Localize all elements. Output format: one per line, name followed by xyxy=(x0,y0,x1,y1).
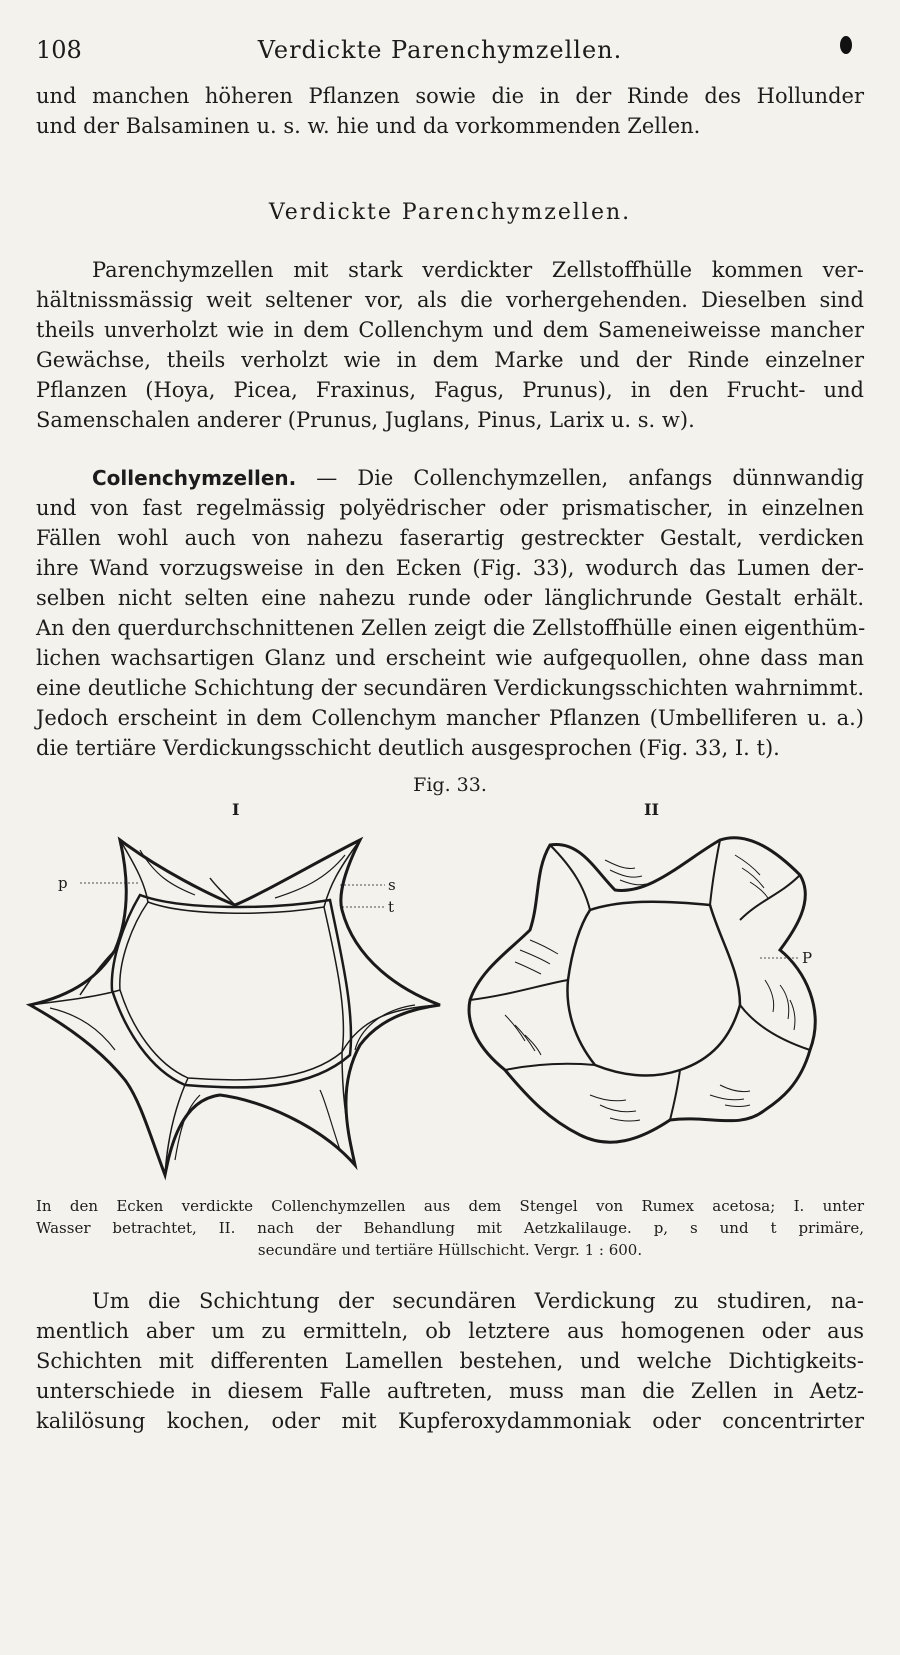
text-line: Fällen wohl auch von nahezu faserartig gestreckter Gestalt, verdicken xyxy=(36,526,864,550)
panel-label-II: II xyxy=(644,800,659,819)
text-line: die tertiäre Verdickungsschicht deutlich ausgesprochen (Fig. 33, I. t). xyxy=(36,736,780,760)
annotation-p-right: P xyxy=(802,949,813,967)
text-line: unterschiede in diesem Falle auftreten, muss man die Zellen in Aetz- xyxy=(36,1379,864,1403)
figure-caption-line: In den Ecken verdickte Collenchymzellen aus dem Stengel von Rumex acetosa; I. unter xyxy=(36,1197,864,1215)
figure-caption-line: secundäre und tertiäre Hüllschicht. Vergr. 1 : 600. xyxy=(257,1241,643,1259)
text-line: Pflanzen (Hoya, Picea, Fraxinus, Fagus, Prunus), in den Frucht- und xyxy=(36,378,864,402)
ink-blot xyxy=(840,36,852,54)
text-line: lichen wachsartigen Glanz und erscheint wie aufgequollen, ohne dass man xyxy=(36,646,864,670)
section-heading: Verdickte Parenchymzellen. xyxy=(268,200,632,225)
text-line: ihre Wand vorzugsweise in den Ecken (Fig. 33), wodurch das Lumen der- xyxy=(36,556,864,580)
panel-I-drawing xyxy=(30,840,440,1175)
text-line: Jedoch erscheint in dem Collenchym mancher Pflanzen (Umbelliferen u. a.) xyxy=(36,706,864,730)
annotation-s: s xyxy=(388,876,396,894)
running-head xyxy=(36,36,844,70)
text-line: selben nicht selten eine nahezu runde oder länglichrunde Gestalt erhält. xyxy=(36,586,864,610)
text-line: und der Balsaminen u. s. w. hie und da vorkommenden Zellen. xyxy=(36,114,701,138)
text-line: eine deutliche Schichtung der secundären Verdickungsschichten wahrnimmt. xyxy=(36,676,864,700)
page-number: 108 xyxy=(36,36,82,64)
text-line: mentlich aber um zu ermitteln, ob letztere aus homogenen oder aus xyxy=(36,1319,864,1343)
text-line xyxy=(36,464,864,492)
collenchym-lead: Collenchymzellen. xyxy=(92,466,297,490)
panel-label-I: I xyxy=(232,800,240,819)
annotation-p-left: p xyxy=(58,874,68,892)
text-line: Schichten mit differenten Lamellen bestehen, und welche Dichtigkeits- xyxy=(36,1349,864,1373)
text-line: kalilösung kochen, oder mit Kupferoxydammoniak oder concentrirter xyxy=(36,1409,864,1433)
text-line: Gewächse, theils verholzt wie in dem Marke und der Rinde einzelner xyxy=(36,348,864,372)
text-line: und von fast regelmässig polyëdrischer oder prismatischer, in einzelnen xyxy=(36,496,864,520)
text-line: und manchen höheren Pflanzen sowie die in der Rinde des Hollunder xyxy=(36,84,864,108)
text-run: — Die Collenchymzellen, anfangs dünnwandig xyxy=(296,466,864,490)
text-line: theils unverholzt wie in dem Collenchym und dem Sameneiweisse mancher xyxy=(36,318,864,342)
running-title: Verdickte Parenchymzellen. xyxy=(257,36,623,64)
figure-label: Fig. 33. xyxy=(413,774,487,796)
text-line: Samenschalen anderer (Prunus, Juglans, Pinus, Larix u. s. w). xyxy=(36,408,695,432)
text-line: Um die Schichtung der secundären Verdickung zu studiren, na- xyxy=(92,1289,864,1313)
panel-II-drawing xyxy=(469,838,815,1142)
annotation-t: t xyxy=(388,898,395,916)
figure-caption-line: Wasser betrachtet, II. nach der Behandlung mit Aetzkalilauge. p, s und t primäre, xyxy=(36,1219,864,1237)
collenchyma-figure xyxy=(20,800,880,1190)
text-line: hältnissmässig weit seltener vor, als die vorhergehenden. Dieselben sind xyxy=(36,288,864,312)
text-line: An den querdurchschnittenen Zellen zeigt die Zellstoffhülle einen eigenthüm- xyxy=(36,616,866,640)
text-line: Parenchymzellen mit stark verdickter Zellstoffhülle kommen ver- xyxy=(92,258,864,282)
striation-marks xyxy=(505,855,795,1121)
